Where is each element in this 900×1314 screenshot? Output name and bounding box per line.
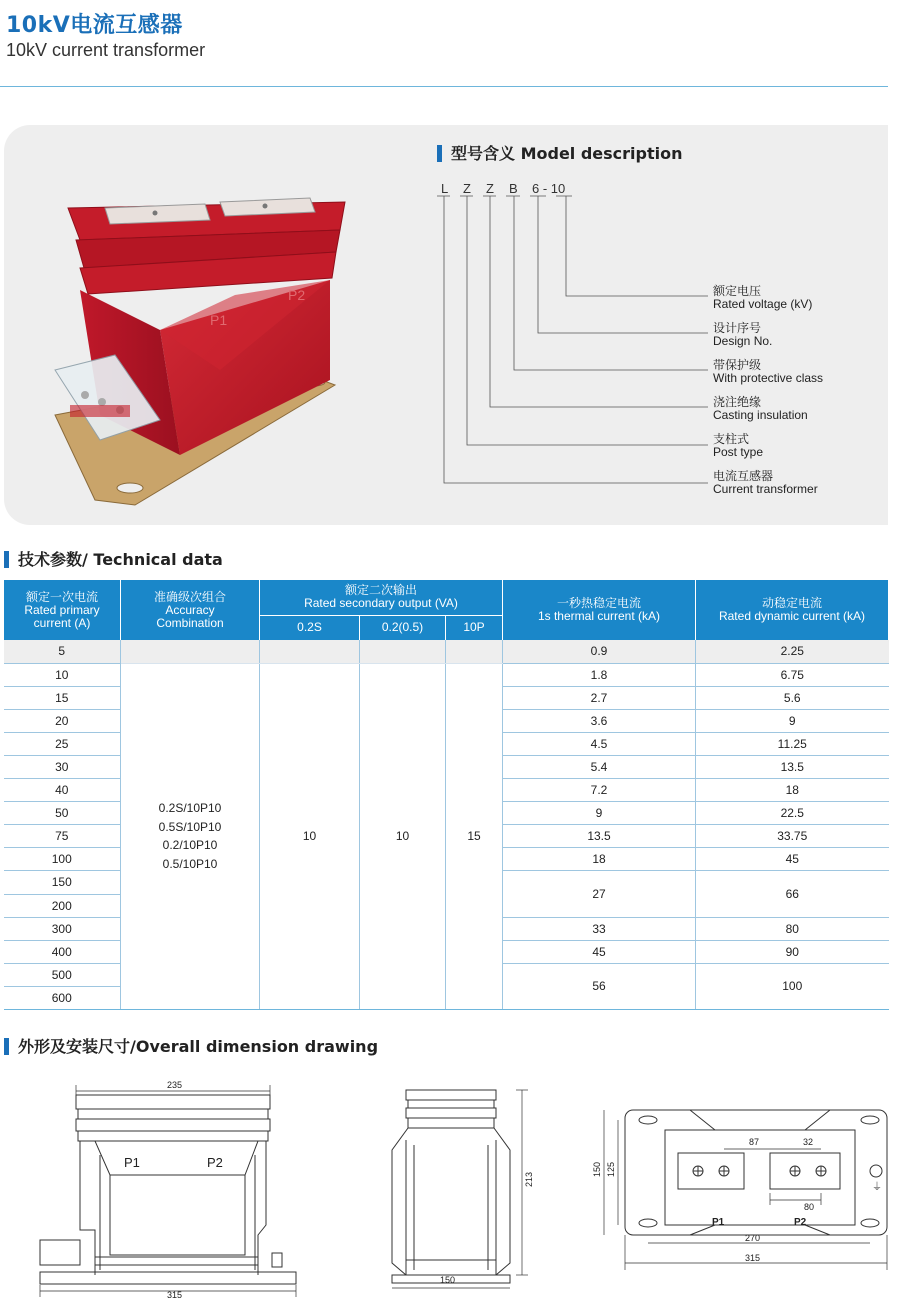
cell-thermal: 33 [503,917,696,940]
heading-marker [4,551,9,568]
cell-primary: 600 [4,986,121,1009]
cell-thermal: 45 [503,940,696,963]
dim-top-32: 32 [803,1137,814,1147]
dimension-drawings [0,1075,900,1305]
cell-primary: 5 [4,640,121,663]
front-p2-label: P2 [207,1155,223,1170]
cell-dynamic: 80 [696,917,889,940]
cell-thermal: 3.6 [503,709,696,732]
technical-data-table [3,580,889,1010]
cell-dynamic: 33.75 [696,825,889,848]
th-primary-current: 额定一次电流 Rated primary current (A) [4,580,121,640]
dim-top-125: 125 [606,1161,616,1177]
model-item-casting-insulation: 浇注绝缘 Casting insulation [713,395,808,422]
cell-output-02s: 10 [260,663,360,1009]
model-item-post-type: 支柱式 Post type [713,432,764,459]
th-10p: 10P [446,615,503,640]
cell-thermal: 13.5 [503,825,696,848]
cell-dynamic: 90 [696,940,889,963]
th-secondary-output: 额定二次输出 Rated secondary output (VA) [260,580,503,615]
cell-primary: 15 [4,686,121,709]
top-p1-label: P1 [712,1217,725,1228]
cell-primary: 400 [4,940,121,963]
model-leader-lines [0,0,900,520]
cell-primary: 50 [4,802,121,825]
cell-dynamic: 9 [696,709,889,732]
cell-thermal: 0.9 [503,640,696,663]
cell-output-10p: 15 [446,663,503,1009]
tech-heading [4,547,223,570]
cell-output-02: 10 [360,663,446,1009]
page-title-cn: 10kV电流互感器 [6,13,183,38]
cell-dynamic: 22.5 [696,802,889,825]
model-code-L: L [441,181,449,196]
drawing-heading [4,1034,378,1057]
dim-front-width-top: 235 [167,1080,183,1090]
dim-top-80: 80 [804,1202,815,1212]
cell-thermal: 5.4 [503,755,696,778]
table-row [4,640,889,663]
cell-thermal: 2.7 [503,686,696,709]
dim-top-87: 87 [749,1137,760,1147]
cell-dynamic: 2.25 [696,640,889,663]
th-02s: 0.2S [260,615,360,640]
ground-icon: ⏚ [872,1182,882,1193]
cell-thermal: 56 [503,963,696,1009]
cell-thermal: 18 [503,848,696,871]
model-code-Z2: Z [486,181,494,196]
cell-empty [260,640,360,663]
photo-p2-mark: P2 [288,287,306,303]
model-item-design-no: 设计序号 Design No. [713,321,773,348]
cell-dynamic: 18 [696,779,889,802]
dim-top-270: 270 [745,1233,761,1243]
dim-top-315: 315 [745,1253,761,1263]
cell-dynamic: 13.5 [696,755,889,778]
cell-primary: 500 [4,963,121,986]
tech-heading-text: 技术参数/ Technical data [18,550,223,569]
cell-empty [360,640,446,663]
cell-primary: 300 [4,917,121,940]
dim-side-height: 213 [524,1171,534,1187]
cell-thermal: 1.8 [503,663,696,686]
front-view-drawing [40,1085,296,1297]
cell-thermal: 9 [503,802,696,825]
heading-marker [4,1038,9,1055]
model-item-current-transformer: 电流互感器 Current transformer [713,469,818,496]
cell-primary: 150 [4,871,121,894]
cell-thermal: 7.2 [503,779,696,802]
front-p1-label: P1 [124,1155,140,1170]
cell-empty [446,640,503,663]
cell-primary: 200 [4,894,121,917]
cell-primary: 30 [4,755,121,778]
dim-side-base: 150 [440,1275,456,1285]
cell-primary: 75 [4,825,121,848]
cell-accuracy-combination: 0.2S/10P10 0.5S/10P10 0.2/10P10 0.5/10P10 [121,663,260,1009]
cell-primary: 20 [4,709,121,732]
side-view-drawing [392,1090,528,1288]
cell-dynamic: 66 [696,871,889,917]
th-thermal-current: 一秒热稳定电流 1s thermal current (kA) [503,580,696,640]
dim-top-150: 150 [592,1161,602,1177]
cell-accuracy-empty [121,640,260,663]
th-dynamic-current: 动稳定电流 Rated dynamic current (kA) [696,580,889,640]
model-item-rated-voltage: 额定电压 Rated voltage (kV) [713,284,813,311]
cell-dynamic: 45 [696,848,889,871]
cell-thermal: 4.5 [503,732,696,755]
cell-dynamic: 5.6 [696,686,889,709]
photo-p1-mark: P1 [210,312,228,328]
cell-dynamic: 100 [696,963,889,1009]
cell-dynamic: 11.25 [696,732,889,755]
top-view-drawing [604,1110,887,1270]
model-heading-text: 型号含义 Model description [451,144,683,163]
table-row [4,663,889,686]
model-code-6-10: 6 - 10 [532,181,566,196]
dim-front-width-base: 315 [167,1290,183,1300]
th-02: 0.2(0.5) [360,615,446,640]
th-accuracy: 准确级次组合 Accuracy Combination [121,580,260,640]
cell-dynamic: 6.75 [696,663,889,686]
cell-primary: 40 [4,779,121,802]
cell-primary: 10 [4,663,121,686]
top-p2-label: P2 [794,1217,807,1228]
model-code-B: B [509,181,518,196]
cell-primary: 100 [4,848,121,871]
cell-thermal: 27 [503,871,696,917]
cell-primary: 25 [4,732,121,755]
model-code-Z1: Z [463,181,471,196]
model-item-protective-class: 带保护级 With protective class [713,358,824,385]
page-title-en: 10kV current transformer [6,40,206,60]
drawing-heading-text: 外形及安装尺寸/Overall dimension drawing [18,1037,379,1056]
